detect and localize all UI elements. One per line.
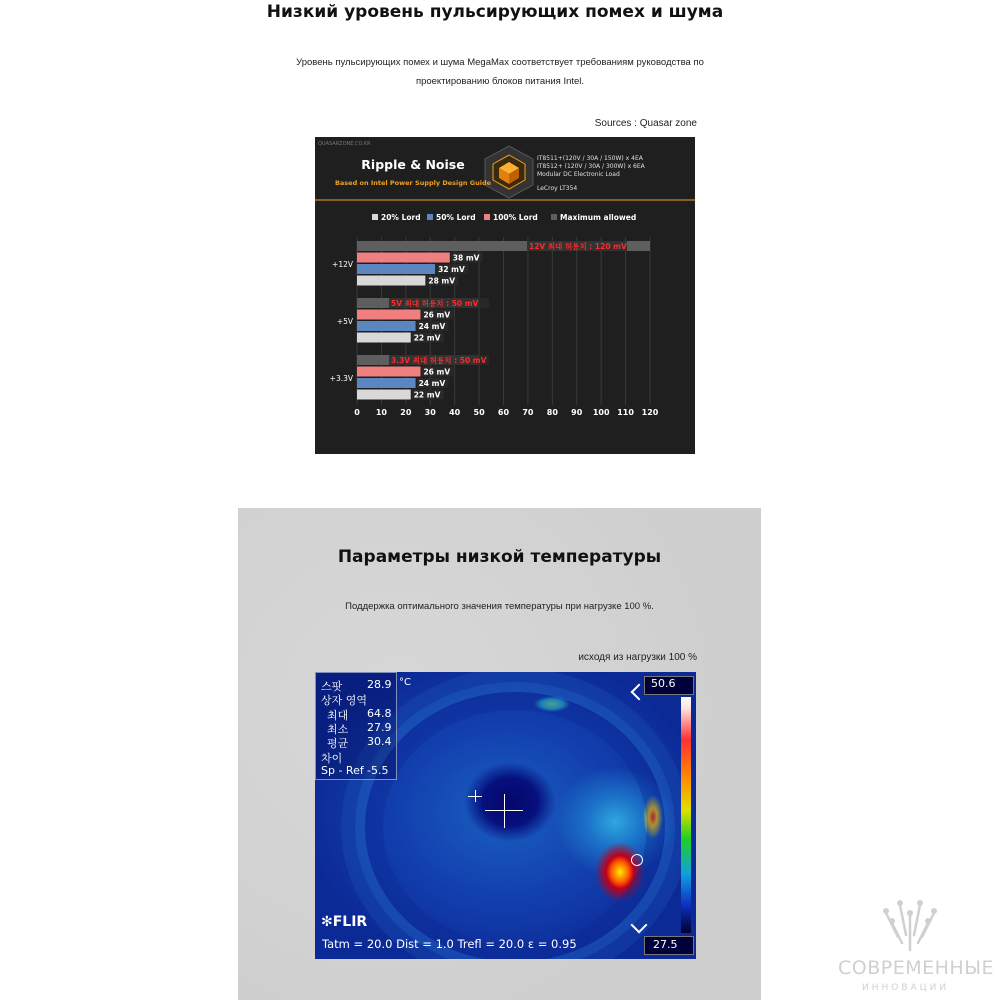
bar-label: 24 mV — [418, 379, 446, 388]
scale-min-value: 27.5 — [653, 938, 678, 951]
circuit-logo-icon — [880, 895, 940, 955]
equipment-line-4: LeCroy LT354 — [537, 185, 578, 192]
description-line-2: проектированию блоков питания Intel. — [415, 76, 585, 87]
flir-logo-text: FLIR — [332, 914, 368, 930]
chart-watermark: QUASARZONE.CO.KR — [318, 141, 371, 147]
fan-ring-pattern — [355, 682, 675, 959]
x-tick-label: 100 — [592, 408, 610, 417]
flir-logo — [321, 914, 367, 930]
thermal-stat-value: 64.8 — [367, 706, 392, 720]
thermal-stat-label: 차이 — [321, 751, 343, 765]
legend-label: 50% Lord — [436, 213, 476, 222]
legend-swatch — [484, 214, 490, 220]
y-axis-categories — [330, 260, 354, 383]
bar-label: 3.3V 최대 허용치 : 50 mV — [391, 356, 487, 365]
snowflake-icon: ✻ — [321, 914, 333, 930]
category-label: +5V — [336, 317, 353, 326]
thermal-caption: исходя из нагрузки 100 % — [578, 652, 697, 663]
bar — [357, 367, 420, 377]
chart-subtitle: Based on Intel Power Supply Design Guide — [334, 179, 492, 187]
bar — [357, 310, 420, 320]
temperature-color-scale — [681, 697, 691, 933]
thermal-stat-label: 상자 영역 — [321, 694, 368, 708]
bar-label: 22 mV — [413, 333, 441, 343]
bar-label: 26 mV — [423, 310, 451, 320]
bar — [357, 378, 416, 388]
bar — [357, 276, 425, 286]
bar-label: 5V 최대 허용치 : 50 mV — [391, 299, 479, 308]
thermal-parameters: Tatm = 20.0 Dist = 1.0 Trefl = 20.0 ε = 0.95 — [322, 937, 577, 951]
legend-swatch — [551, 214, 557, 220]
thermal-stat-label: 스팟 — [321, 680, 343, 693]
x-tick-label: 120 — [641, 408, 659, 417]
bar-label: 24 mV — [418, 322, 446, 331]
bar-label: 22 mV — [413, 390, 441, 400]
bar — [357, 253, 450, 263]
thermal-stat-label: 최소 — [327, 722, 349, 736]
spot-crosshair-v — [504, 794, 505, 828]
bar-label: 12V 최대 허용치 : 120 mV — [529, 242, 627, 251]
x-tick-label: 110 — [617, 408, 634, 417]
bar-label: 26 mV — [423, 367, 451, 377]
legend-label: 20% Lord — [381, 213, 421, 222]
thermal-stat-label: 평균 — [327, 737, 349, 751]
x-tick-label: 70 — [522, 408, 534, 417]
bar-label: 38 mV — [452, 253, 480, 263]
ripple-noise-chart-panel — [315, 137, 695, 454]
x-tick-label: 90 — [571, 408, 583, 417]
equipment-line-3: Modular DC Electronic Load — [537, 171, 620, 178]
legend-label: Maximum allowed — [560, 213, 637, 222]
description-line-1: Уровень пульсирующих помех и шума MegaMax соответствует требованиям руководства по — [296, 57, 704, 68]
bar — [357, 264, 435, 274]
section-title-ripple: Низкий уровень пульсирующих помех и шума — [266, 2, 724, 22]
scale-max-value: 50.6 — [651, 677, 676, 690]
x-tick-label: 40 — [449, 408, 461, 417]
equipment-line-2: IT8512+ (120V / 30A / 300W) x 6EA — [537, 163, 645, 170]
watermark-subtext: ИННОВАЦИИ — [862, 983, 950, 993]
bar — [357, 321, 416, 331]
unit-label: °C — [399, 677, 411, 688]
bar-label: 28 mV — [428, 276, 456, 286]
ref-marker-v — [475, 790, 476, 802]
thermal-image — [315, 672, 696, 959]
x-tick-label: 50 — [473, 408, 485, 417]
thermal-stat-value: 30.4 — [367, 735, 392, 749]
watermark-text: СОВРЕМЕННЫЕ — [838, 957, 994, 979]
legend-label: 100% Lord — [493, 213, 538, 222]
chart-title: Ripple & Noise — [361, 157, 465, 172]
x-tick-label: 20 — [400, 408, 412, 417]
equipment-line-1: IT8511+(120V / 30A / 150W) x 4EA — [537, 155, 643, 162]
thermal-stat-label: Sp - Ref — [321, 763, 364, 777]
category-label: +12V — [332, 260, 353, 269]
category-label: +3.3V — [329, 374, 353, 383]
thermal-stat-value: 27.9 — [367, 720, 392, 734]
ripple-noise-chart — [315, 137, 695, 454]
thermal-stat-value: 28.9 — [367, 678, 392, 691]
x-tick-label: 60 — [497, 408, 510, 417]
bar-label: 32 mV — [438, 265, 465, 274]
section-description-temperature: Поддержка оптимального значения температуры при нагрузке 100 %. — [345, 601, 654, 612]
chart-legend — [372, 213, 636, 222]
thermal-stat-value: -5.5 — [367, 763, 389, 777]
x-tick-label: 30 — [424, 408, 436, 417]
legend-swatch — [372, 214, 378, 220]
x-tick-label: 80 — [546, 408, 558, 417]
sources-caption: Sources : Quasar zone — [594, 118, 697, 129]
section-description-ripple — [280, 53, 720, 91]
hotspot-marker — [631, 854, 643, 866]
legend-swatch — [427, 214, 433, 220]
thermal-stat-label: 최대 — [327, 708, 349, 722]
x-axis-ticks — [354, 408, 659, 417]
x-tick-label: 0 — [354, 408, 360, 417]
bar — [357, 333, 411, 343]
bar — [357, 390, 411, 400]
chip-icon — [485, 146, 533, 198]
section-title-temperature: Параметры низкой температуры — [337, 547, 662, 567]
x-tick-label: 10 — [375, 408, 387, 417]
